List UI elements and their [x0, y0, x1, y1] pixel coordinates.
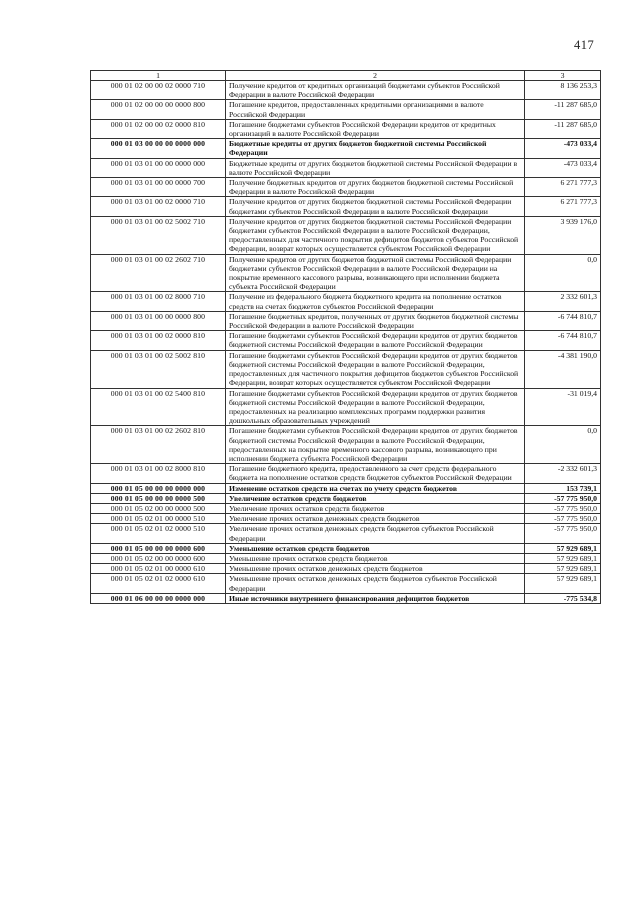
amount-cell: -473 033,4: [525, 139, 601, 158]
table-row: [91, 119, 601, 138]
code-cell: 000 01 05 02 01 02 0000 610: [91, 574, 226, 593]
amount-cell: -57 775 950,0: [525, 493, 601, 503]
code-cell: 000 01 03 01 00 00 0000 800: [91, 311, 226, 330]
table-row: [91, 593, 601, 603]
code-cell: 000 01 05 02 00 00 0000 600: [91, 553, 226, 563]
code-cell: 000 01 05 02 01 02 0000 510: [91, 524, 226, 543]
amount-cell: -11 287 685,0: [525, 100, 601, 119]
table-row: [91, 564, 601, 574]
description-cell: Погашение бюджетами субъектов Российской Федерации кредитов от других бюджетов бюджетной системы Российской Федерации в валюте Российской Федерации, предоставленных на реализацию комплексных программ поддержки развития дошкольных образовательных учреждений: [226, 388, 525, 426]
code-cell: 000 01 03 01 00 00 0000 000: [91, 158, 226, 177]
code-cell: 000 01 03 01 00 02 5400 810: [91, 388, 226, 426]
table-header-row: [91, 71, 601, 81]
code-cell: 000 01 05 00 00 00 0000 500: [91, 493, 226, 503]
code-cell: 000 01 05 02 01 00 0000 510: [91, 514, 226, 524]
description-cell: Бюджетные кредиты от других бюджетов бюджетной системы Российской Федерации: [226, 139, 525, 158]
table-row: [91, 254, 601, 292]
description-cell: Погашение бюджетами субъектов Российской Федерации кредитов от кредитных организаций в валюте Российской Федерации: [226, 119, 525, 138]
code-cell: 000 01 02 00 00 02 0000 810: [91, 119, 226, 138]
description-cell: Бюджетные кредиты от других бюджетов бюджетной системы Российской Федерации в валюте Российской Федерации: [226, 158, 525, 177]
description-cell: Погашение бюджетами субъектов Российской Федерации кредитов от других бюджетов бюджетной системы Российской Федерации в валюте Российской Федерации, предоставленных для частичного покрытия дефицитов бюджетов субъектов Российской Федерации, возврат которых осуществляется субъектом Российской Федерации: [226, 350, 525, 388]
table-row: [91, 158, 601, 177]
description-cell: Получение кредитов от других бюджетов бюджетной системы Российской Федерации бюджетами субъектов Российской Федерации в валюте Российской Федерации на покрытие временного кассового разрыва, возникающего при исполнении бюджета субъекта Российской Федерации: [226, 254, 525, 292]
code-cell: 000 01 03 01 00 02 0000 810: [91, 331, 226, 350]
code-cell: 000 01 03 01 00 02 0000 710: [91, 197, 226, 216]
amount-cell: -6 744 810,7: [525, 311, 601, 330]
table-row: [91, 331, 601, 350]
table-row: [91, 178, 601, 197]
description-cell: Получение бюджетных кредитов от других бюджетов бюджетной системы Российской Федерации в валюте Российской Федерации: [226, 178, 525, 197]
description-cell: Увеличение прочих остатков денежных средств бюджетов субъектов Российской Федерации: [226, 524, 525, 543]
table-row: [91, 292, 601, 311]
description-cell: Получение кредитов от других бюджетов бюджетной системы Российской Федерации бюджетами субъектов Российской Федерации в валюте Российской Федерации: [226, 197, 525, 216]
code-cell: 000 01 03 01 00 02 2602 810: [91, 426, 226, 464]
description-cell: Погашение бюджетами субъектов Российской Федерации кредитов от других бюджетов бюджетной системы Российской Федерации в валюте Российской Федерации, предоставленных на покрытие временного кассового разрыва, возникающего при исполнении бюджета субъекта Российской Федерации: [226, 426, 525, 464]
header-cell-amount: 3: [525, 71, 601, 81]
amount-cell: 2 332 601,3: [525, 292, 601, 311]
table-row: [91, 426, 601, 464]
code-cell: 000 01 05 00 00 00 0000 000: [91, 483, 226, 493]
code-cell: 000 01 05 02 01 00 0000 610: [91, 564, 226, 574]
amount-cell: -473 033,4: [525, 158, 601, 177]
code-cell: 000 01 02 00 00 00 0000 800: [91, 100, 226, 119]
amount-cell: -6 744 810,7: [525, 331, 601, 350]
table-row: [91, 574, 601, 593]
amount-cell: -4 381 190,0: [525, 350, 601, 388]
amount-cell: -57 775 950,0: [525, 503, 601, 513]
table-row: [91, 388, 601, 426]
amount-cell: 57 929 689,1: [525, 553, 601, 563]
description-cell: Получение кредитов от кредитных организаций бюджетами субъектов Российской Федерации в валюте Российской Федерации: [226, 81, 525, 100]
amount-cell: 57 929 689,1: [525, 543, 601, 553]
description-cell: Получение из федерального бюджета бюджетного кредита на пополнение остатков средств на счетах бюджетов субъектов Российской Федерации: [226, 292, 525, 311]
description-cell: Увеличение прочих остатков средств бюджетов: [226, 503, 525, 513]
code-cell: 000 01 02 00 00 02 0000 710: [91, 81, 226, 100]
amount-cell: 0,0: [525, 254, 601, 292]
table-row: [91, 216, 601, 254]
amount-cell: 3 939 176,0: [525, 216, 601, 254]
amount-cell: 8 136 253,3: [525, 81, 601, 100]
code-cell: 000 01 06 00 00 00 0000 000: [91, 593, 226, 603]
table-row: [91, 503, 601, 513]
page-number: 417: [574, 38, 595, 52]
header-cell-description: 2: [226, 71, 525, 81]
description-cell: Увеличение прочих остатков денежных средств бюджетов: [226, 514, 525, 524]
code-cell: 000 01 03 01 00 02 5002 710: [91, 216, 226, 254]
code-cell: 000 01 03 01 00 02 2602 710: [91, 254, 226, 292]
amount-cell: 0,0: [525, 426, 601, 464]
description-cell: Получение кредитов от других бюджетов бюджетной системы Российской Федерации бюджетами субъектов Российской Федерации в валюте Российской Федерации, предоставленных для частичного покрытия дефицитов бюджетов субъектов Российской Федерации, возврат которых осуществляется субъектом Российской Федерации: [226, 216, 525, 254]
table-row: [91, 350, 601, 388]
amount-cell: -11 287 685,0: [525, 119, 601, 138]
code-cell: 000 01 05 02 00 00 0000 500: [91, 503, 226, 513]
amount-cell: 153 739,1: [525, 483, 601, 493]
table-row: [91, 493, 601, 503]
description-cell: Уменьшение прочих остатков средств бюджетов: [226, 553, 525, 563]
description-cell: Увеличение остатков средств бюджетов: [226, 493, 525, 503]
amount-cell: -31 019,4: [525, 388, 601, 426]
description-cell: Уменьшение прочих остатков денежных средств бюджетов субъектов Российской Федерации: [226, 574, 525, 593]
amount-cell: 6 271 777,3: [525, 178, 601, 197]
code-cell: 000 01 03 00 00 00 0000 000: [91, 139, 226, 158]
code-cell: 000 01 03 01 00 00 0000 700: [91, 178, 226, 197]
table-row: [91, 100, 601, 119]
description-cell: Уменьшение остатков средств бюджетов: [226, 543, 525, 553]
amount-cell: -57 775 950,0: [525, 524, 601, 543]
amount-cell: -57 775 950,0: [525, 514, 601, 524]
table-row: [91, 311, 601, 330]
amount-cell: 57 929 689,1: [525, 574, 601, 593]
code-cell: 000 01 03 01 00 02 8000 810: [91, 464, 226, 483]
amount-cell: -2 332 601,3: [525, 464, 601, 483]
description-cell: Погашение кредитов, предоставленных кредитными организациями в валюте Российской Федерации: [226, 100, 525, 119]
table-row: [91, 553, 601, 563]
amount-cell: 57 929 689,1: [525, 564, 601, 574]
code-cell: 000 01 05 00 00 00 0000 600: [91, 543, 226, 553]
header-cell-code: 1: [91, 71, 226, 81]
table-row: [91, 483, 601, 493]
table-row: [91, 514, 601, 524]
table-row: [91, 197, 601, 216]
table-row: [91, 81, 601, 100]
description-cell: Уменьшение прочих остатков денежных средств бюджетов: [226, 564, 525, 574]
code-cell: 000 01 03 01 00 02 5002 810: [91, 350, 226, 388]
budget-sources-table: [90, 70, 601, 604]
code-cell: 000 01 03 01 00 02 8000 710: [91, 292, 226, 311]
description-cell: Погашение бюджетами субъектов Российской Федерации кредитов от других бюджетов бюджетной системы Российской Федерации в валюте Российской Федерации: [226, 331, 525, 350]
description-cell: Изменение остатков средств на счетах по учету средств бюджетов: [226, 483, 525, 493]
amount-cell: 6 271 777,3: [525, 197, 601, 216]
table-row: [91, 464, 601, 483]
table-row: [91, 543, 601, 553]
table-row: [91, 524, 601, 543]
description-cell: Иные источники внутреннего финансирования дефицитов бюджетов: [226, 593, 525, 603]
description-cell: Погашение бюджетных кредитов, полученных от других бюджетов бюджетной системы Российской Федерации в валюте Российской Федерации: [226, 311, 525, 330]
amount-cell: -775 534,8: [525, 593, 601, 603]
table-row: [91, 139, 601, 158]
description-cell: Погашение бюджетного кредита, предоставленного за счет средств федерального бюджета на пополнение остатков средств бюджетов субъектов Российской Федерации: [226, 464, 525, 483]
